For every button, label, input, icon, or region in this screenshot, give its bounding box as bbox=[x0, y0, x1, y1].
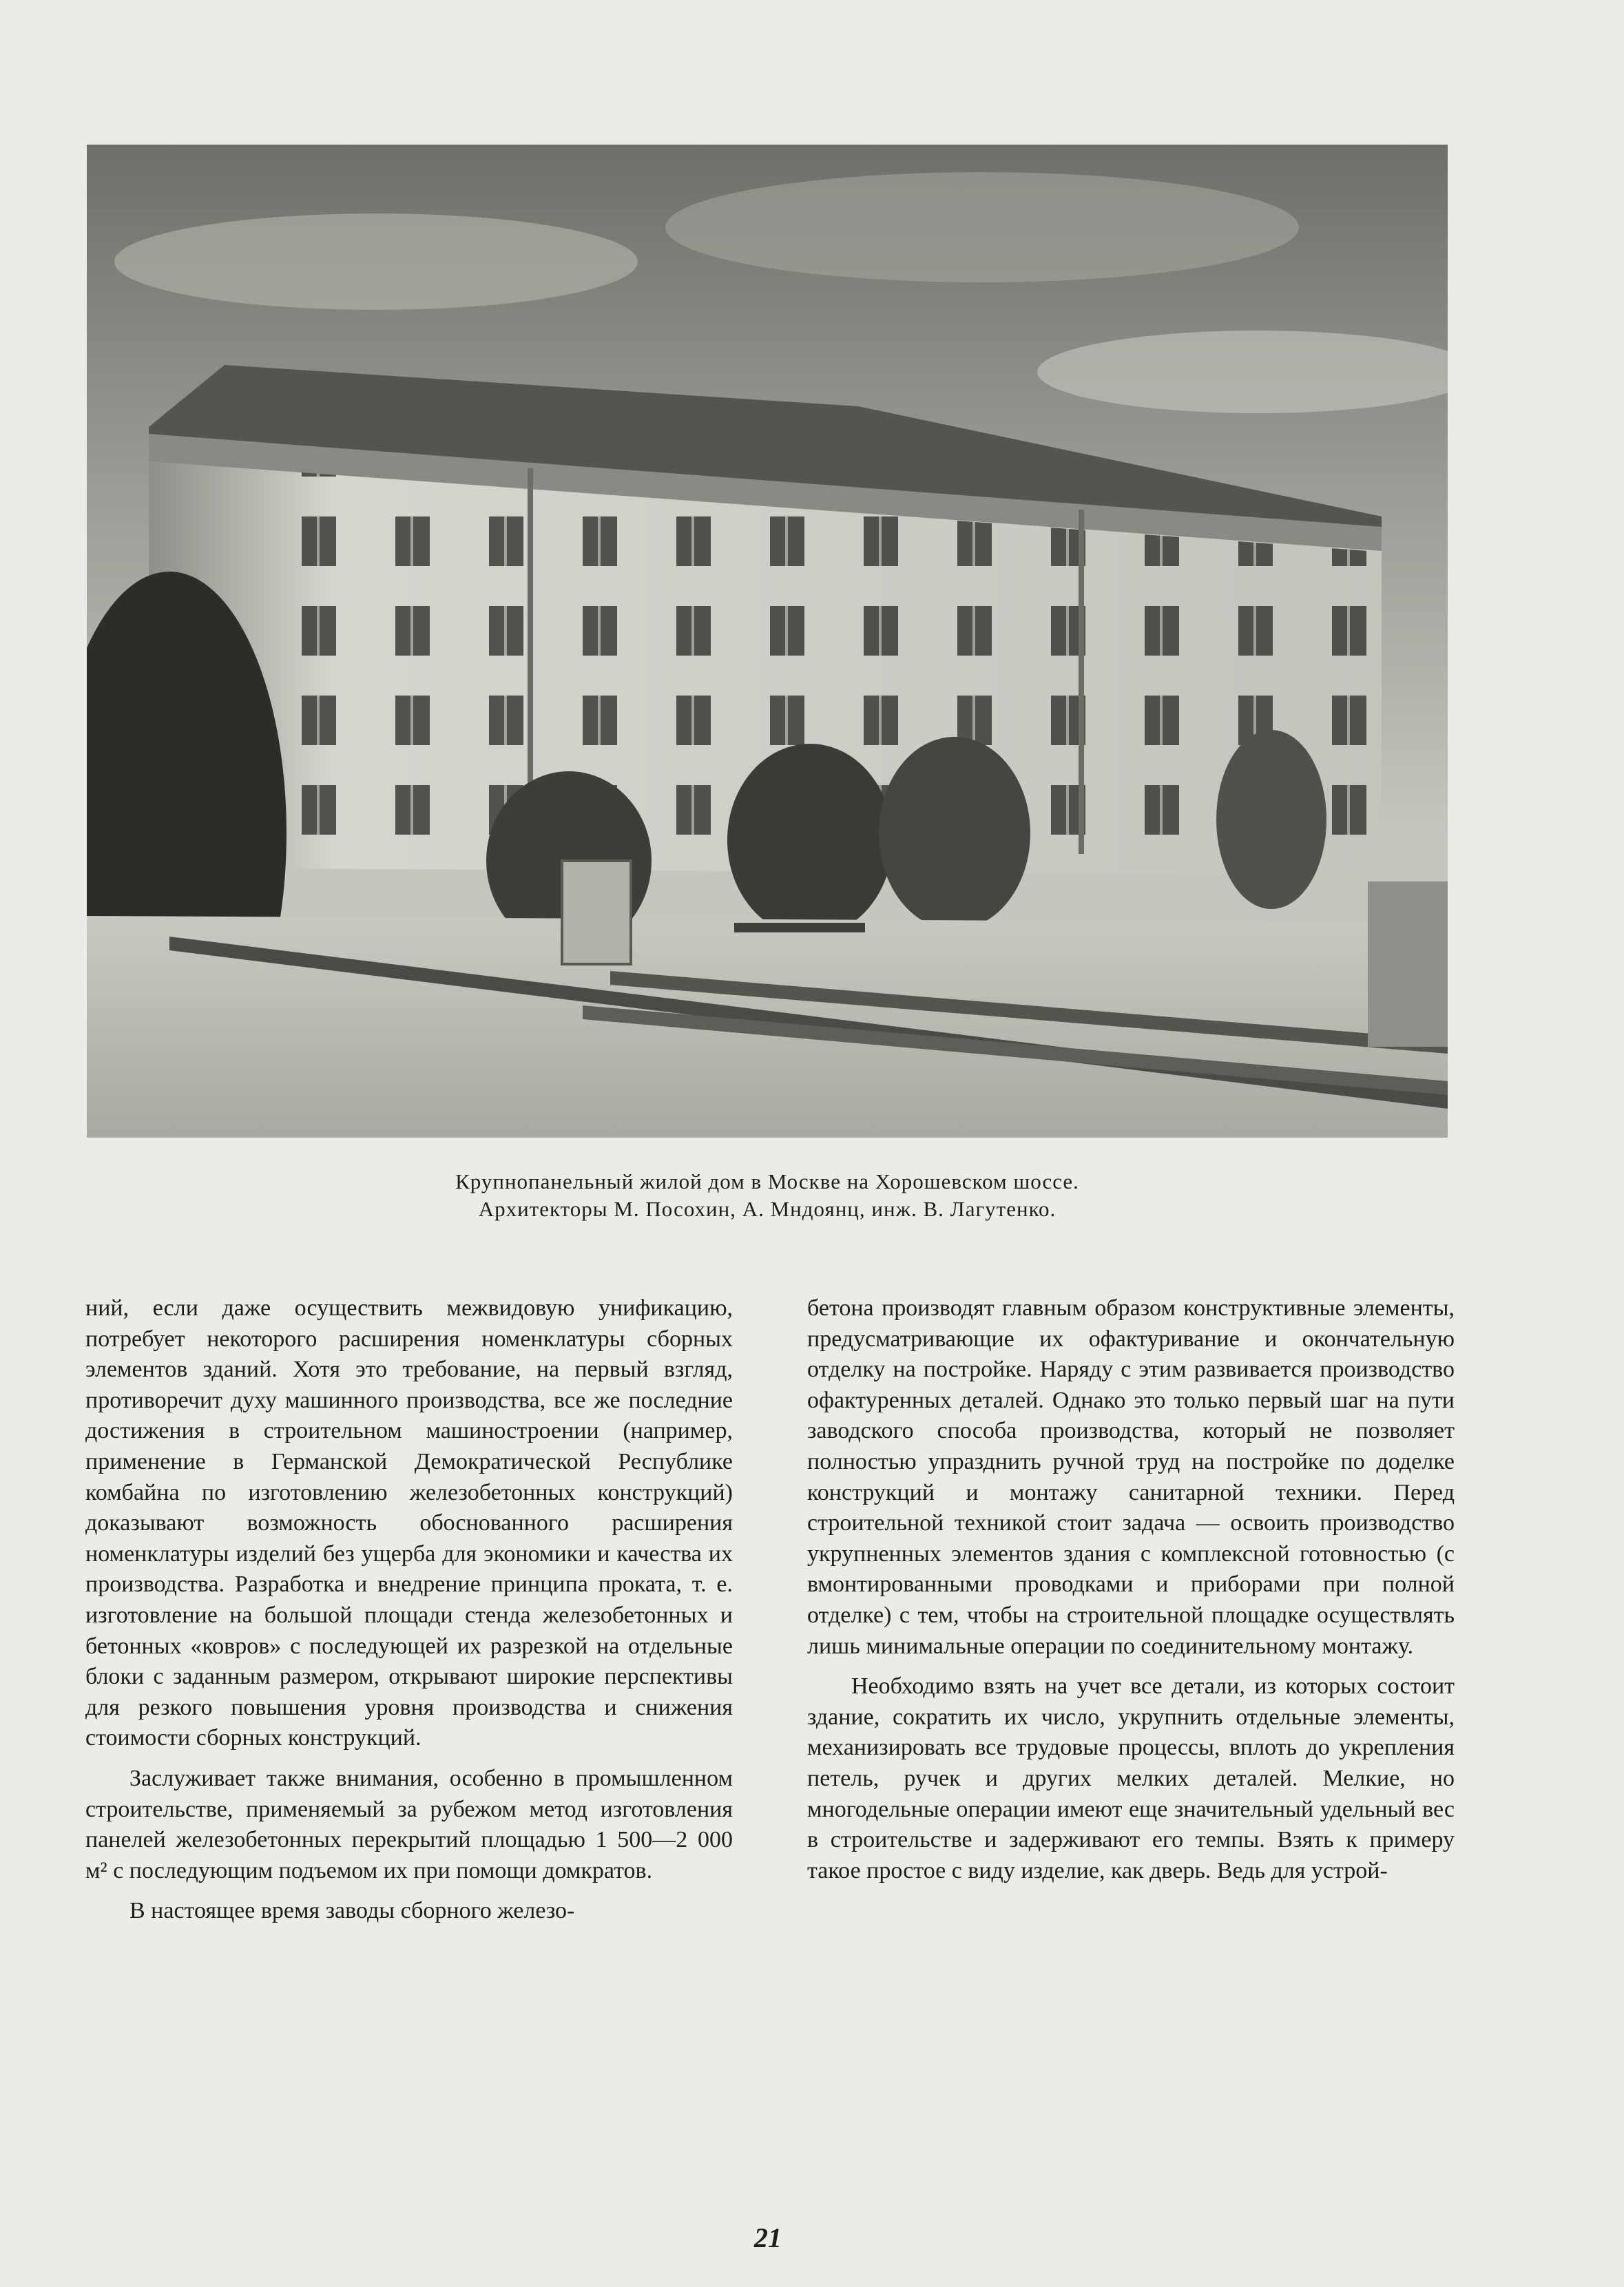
photo-illustration-icon bbox=[87, 145, 1448, 1138]
right-text-column bbox=[807, 1293, 1455, 1886]
left-paragraph-2: Заслуживает также внимания, особенно в промышленном строительстве, применяемый за рубежом метод изготовления панелей железобетонных перекрытий площадью 1 500—2 000 м² с последующим подъемом их при помощи домкратов. bbox=[85, 1765, 733, 1883]
building-photograph bbox=[87, 145, 1448, 1138]
right-paragraph-1: бетона производят главным образом конструктивные элементы, предусматривающие их офактуривание и окончательную отделку на постройке. Наряду с этим развивается производство офактуренных деталей. Однако это только первый шаг на пути заводского способа производства, который не позволяет полностью упразднить ручной труд на постройке по доделке конструкций и монтажу санитарной техники. Перед строительной техникой стоит задача — освоить производство укрупненных элементов здания с комплексной готовностью (с вмонтированными проводками и приборами при полной отделке) с тем, чтобы на строительной площадке осуществлять лишь минимальные операции по соединительному монтажу. bbox=[807, 1295, 1455, 1659]
caption-line-2: Архитекторы М. Посохин, А. Мндоянц, инж. В. Лагутенко. bbox=[478, 1197, 1056, 1221]
left-paragraph-3: В настоящее время заводы сборного железо- bbox=[129, 1898, 575, 1924]
left-paragraph-1: ний, если даже осуществить межвидовую унификацию, потребует некоторого расширения номенклатуры сборных элементов зданий. Хотя это требование, на первый взгляд, противоречит духу машинного производства, все же последние достижения в строительном машиностроении (например, применение в Германской Демократической Республике комбайна по изготовлению железобетонных конструкций) доказывают возможность обоснованного расширения номенклатуры изделий без ущерба для экономики и качества их производства. Разработка и внедрение принципа проката, т. е. изготовление на большой площади стенда железобетонных и бетонных «ковров» с последующей их разрезкой на отдельные блоки с заданным размером, открывают широкие перспективы для резкого повышения уровня производства и снижения стоимости сборных конструкций. bbox=[85, 1295, 733, 1751]
page-number: 21 bbox=[754, 2222, 782, 2253]
caption-line-1: Крупнопанельный жилой дом в Москве на Хорошевском шоссе. bbox=[455, 1169, 1079, 1193]
left-text-column bbox=[85, 1293, 733, 1927]
right-paragraph-2: Необходимо взять на учет все детали, из которых состоит здание, сократить их число, укрупнить отдельные элементы, механизировать все трудовые процессы, вплоть до укрепления петель, ручек и других мелких деталей. Мелкие, но многодельные операции имеют еще значительный удельный вес в строительстве и задерживают его темпы. Взять к примеру такое простое с виду изделие, как дверь. Ведь для устрой- bbox=[807, 1673, 1455, 1883]
photo-caption bbox=[87, 1168, 1448, 1223]
